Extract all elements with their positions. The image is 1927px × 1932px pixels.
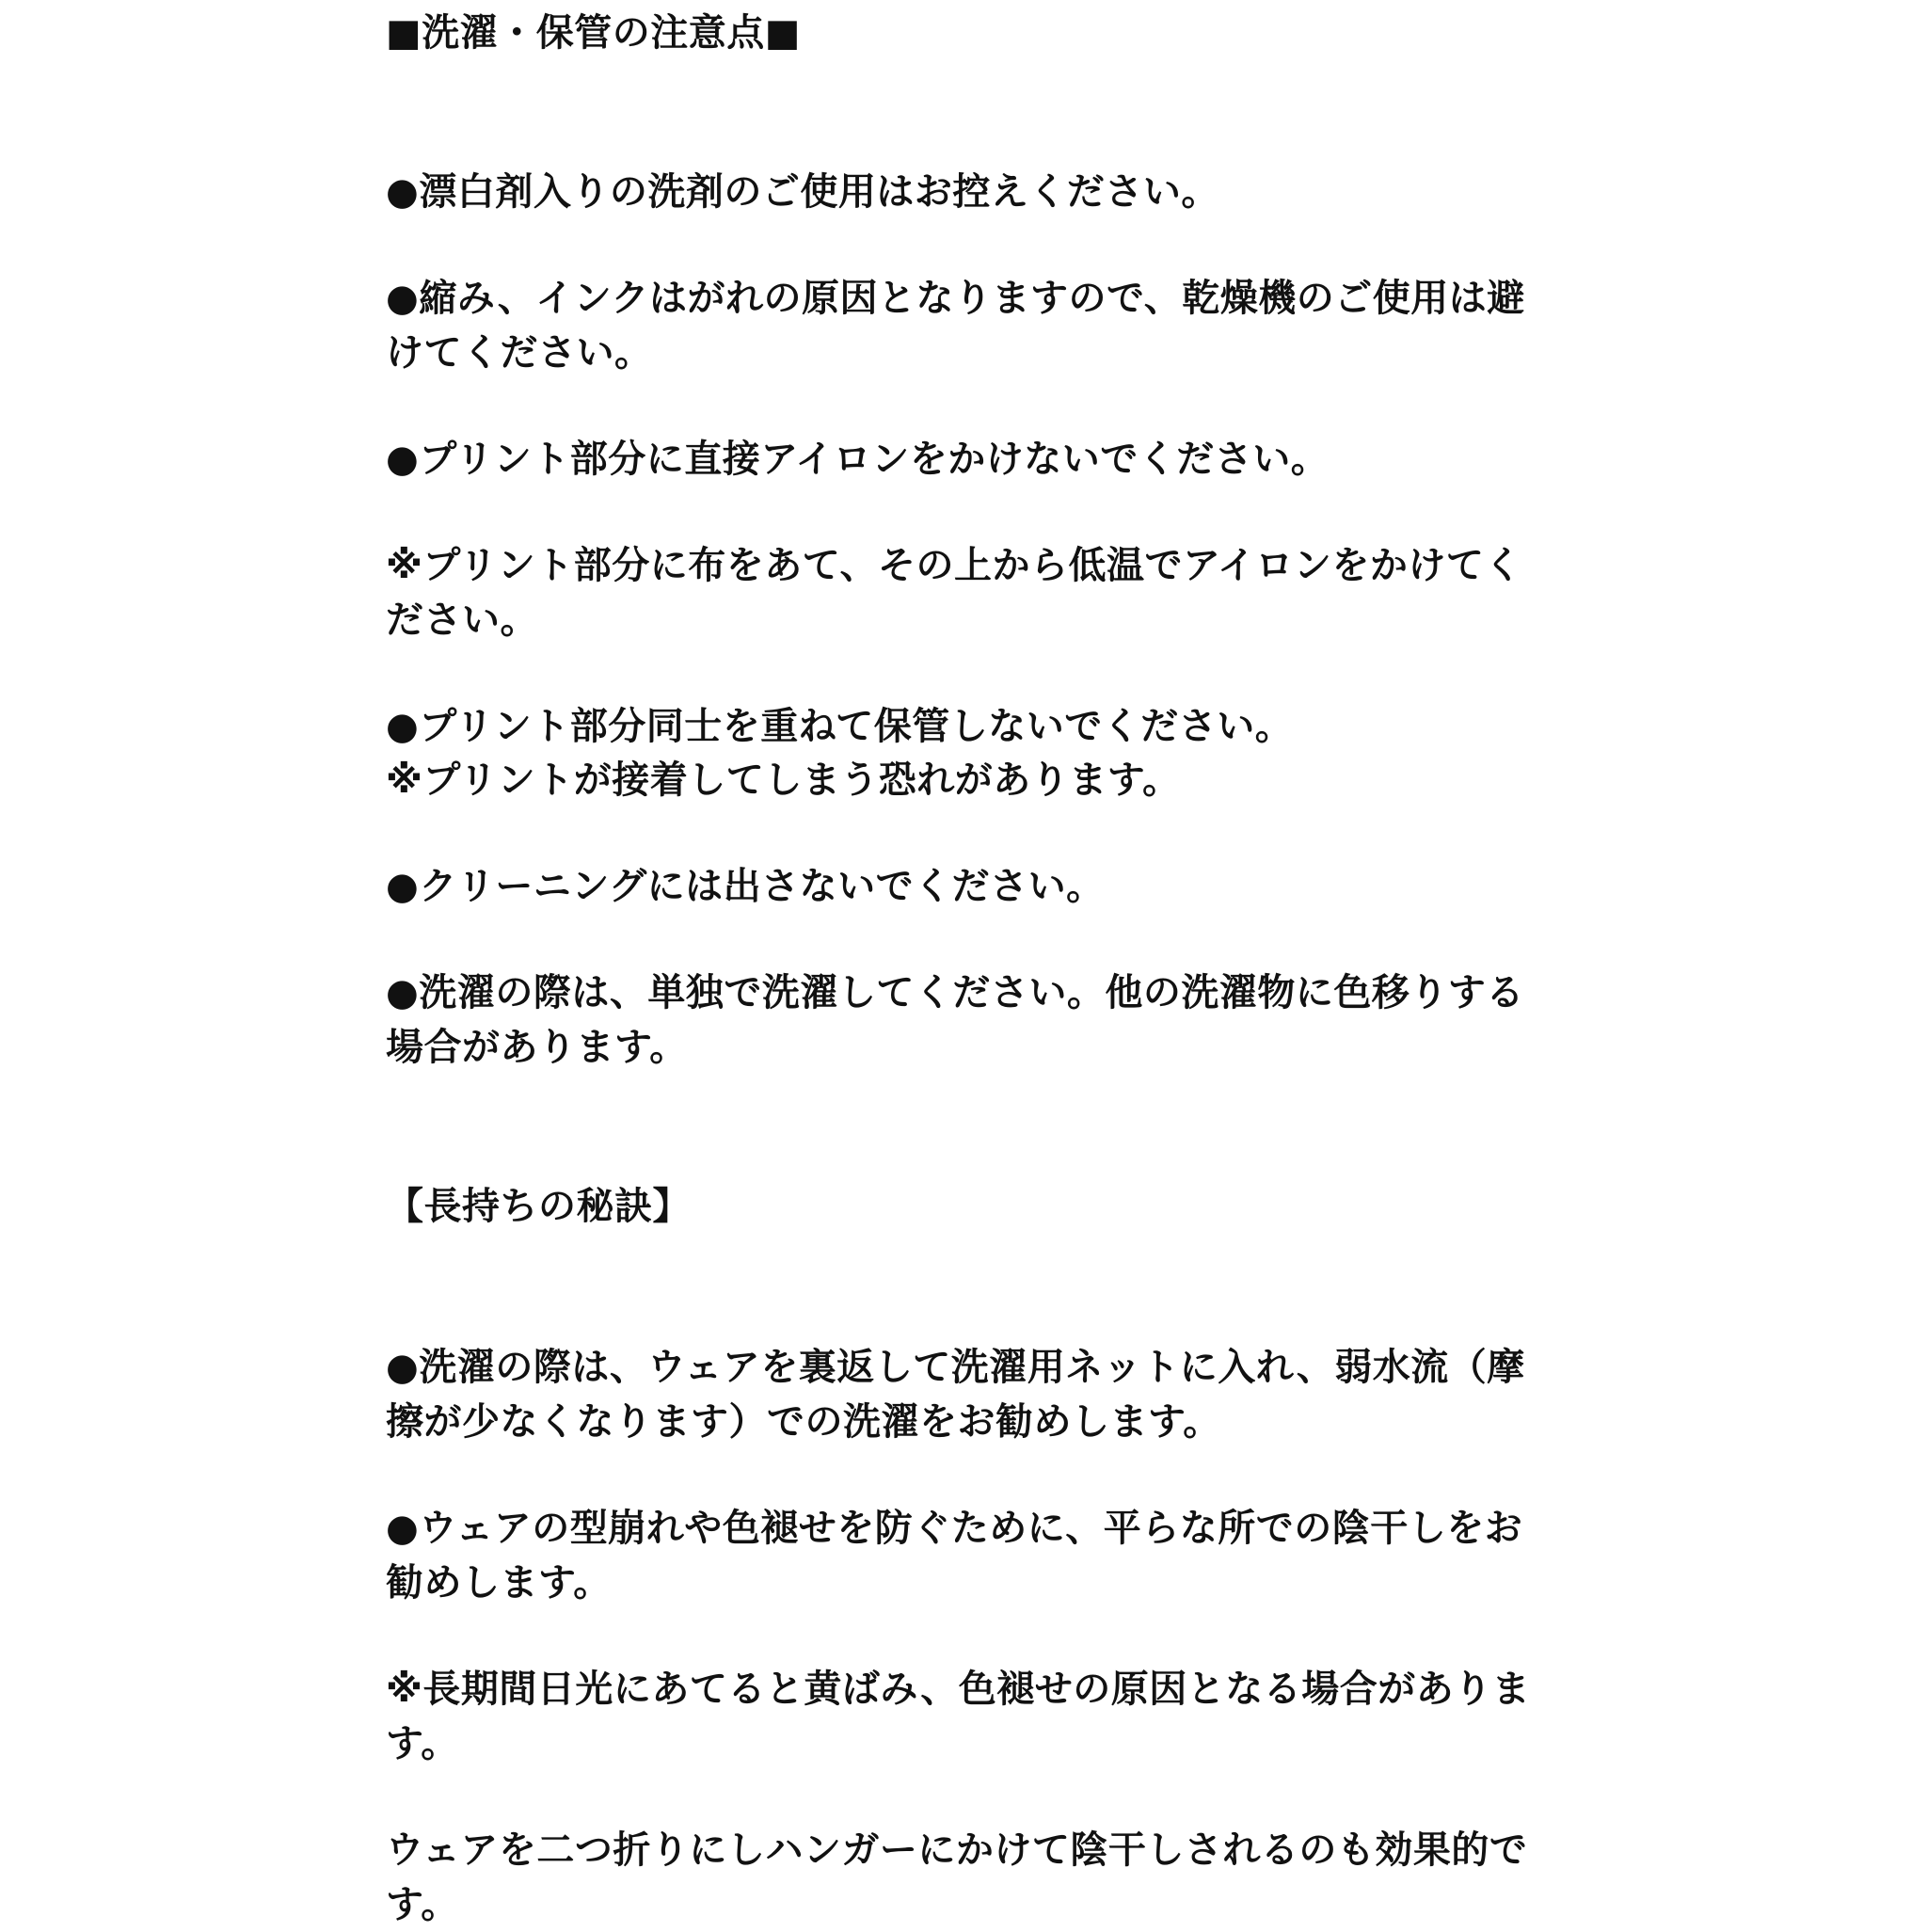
list-item: ●ウェアの型崩れや色褪せを防ぐために、平らな所での陰干しをお勧めします。 [386, 1507, 1523, 1605]
list-item: ウェアを二つ折りにしハンガーにかけて陰干しされるのも効果的です。 [386, 1828, 1528, 1926]
section-heading-longevity: 【長持ちの秘訣】 [386, 1185, 691, 1228]
list-item: ●プリント部分に直接アイロンをかけないでください。 [386, 438, 1330, 481]
list-item: ●クリーニングには出さないでください。 [386, 865, 1105, 908]
list-item: ●洗濯の際は、ウェアを裏返して洗濯用ネットに入れ、弱水流（摩擦が少なくなります）での洗濯をお勧めします。 [386, 1346, 1525, 1444]
list-item: ●プリント部分同士を重ねて保管しないでください。 [386, 705, 1294, 748]
section-heading-care: ■洗濯・保管の注意点■ [386, 11, 802, 55]
list-item: ●漂白剤入りの洗剤のご使用はお控えください。 [386, 170, 1219, 214]
list-item: ●縮み、インクはがれの原因となりますので、乾燥機のご使用は避けてください。 [386, 277, 1525, 375]
list-item: ●洗濯の際は、単独で洗濯してください。他の洗濯物に色移りする場合があります。 [386, 971, 1524, 1069]
list-item: ※プリントが接着してしまう恐れがあります。 [386, 758, 1181, 802]
list-item: ※長期間日光にあてると黄ばみ、色褪せの原因となる場合があります。 [386, 1668, 1531, 1765]
list-item: ※プリント部分に布をあて、その上から低温でアイロンをかけてください。 [386, 544, 1522, 642]
